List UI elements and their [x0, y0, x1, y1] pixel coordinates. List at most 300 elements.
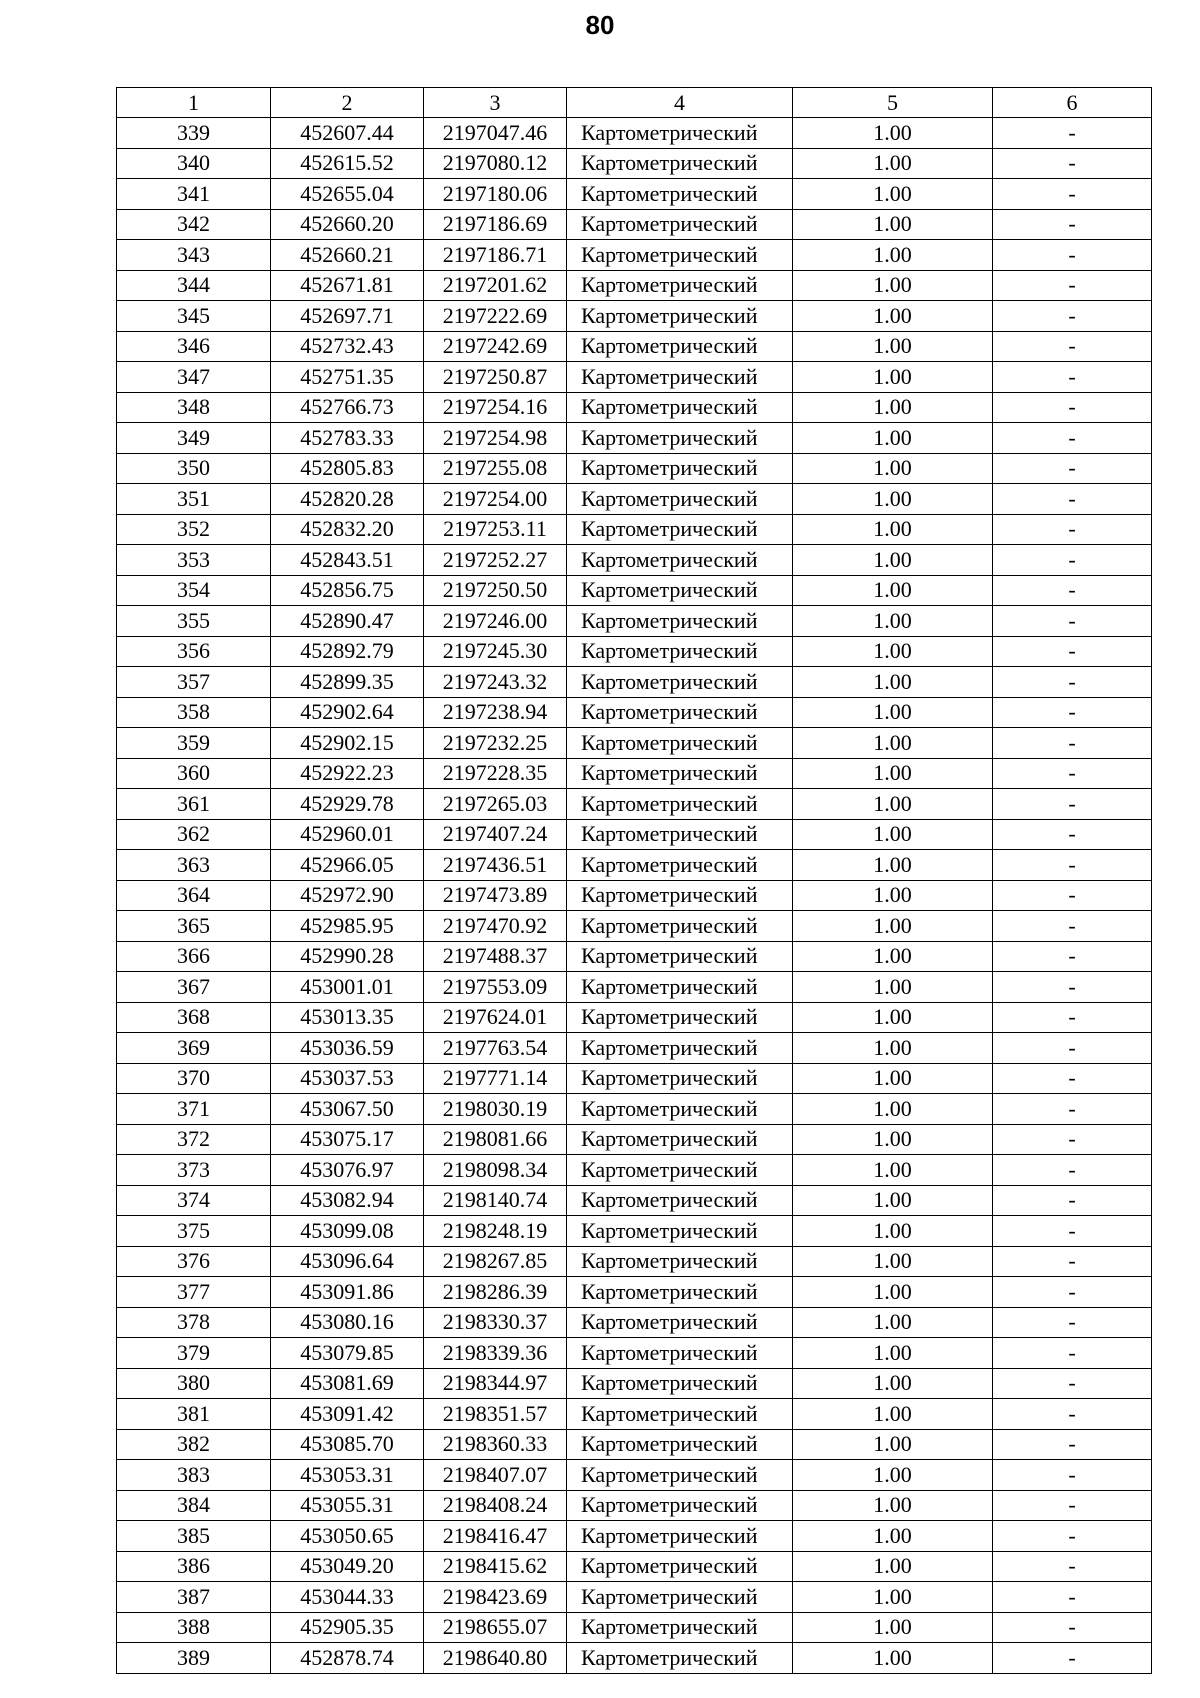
point-number-cell: 360 — [117, 758, 271, 789]
x-coordinate-cell: 452990.28 — [271, 941, 424, 972]
accuracy-cell: 1.00 — [793, 484, 993, 515]
x-coordinate-cell: 452660.21 — [271, 240, 424, 271]
accuracy-cell: 1.00 — [793, 636, 993, 667]
accuracy-cell: 1.00 — [793, 1124, 993, 1155]
accuracy-cell: 1.00 — [793, 1399, 993, 1430]
note-cell: - — [993, 270, 1152, 301]
table-row — [117, 1551, 1152, 1582]
table-row — [117, 484, 1152, 515]
note-cell: - — [993, 1124, 1152, 1155]
y-coordinate-cell: 2197265.03 — [424, 789, 567, 820]
x-coordinate-cell: 453067.50 — [271, 1094, 424, 1125]
table-row — [117, 209, 1152, 240]
y-coordinate-cell: 2198267.85 — [424, 1246, 567, 1277]
point-number-cell: 364 — [117, 880, 271, 911]
method-cell: Картометрический — [567, 270, 793, 301]
table-row — [117, 1612, 1152, 1643]
note-cell: - — [993, 423, 1152, 454]
table-row — [117, 1063, 1152, 1094]
y-coordinate-cell: 2197254.00 — [424, 484, 567, 515]
note-cell: - — [993, 1185, 1152, 1216]
x-coordinate-cell: 452660.20 — [271, 209, 424, 240]
y-coordinate-cell: 2197252.27 — [424, 545, 567, 576]
column-header-6: 6 — [993, 88, 1152, 118]
method-cell: Картометрический — [567, 1399, 793, 1430]
coordinates-table — [116, 87, 1152, 1674]
point-number-cell: 388 — [117, 1612, 271, 1643]
note-cell: - — [993, 301, 1152, 332]
point-number-cell: 359 — [117, 728, 271, 759]
x-coordinate-cell: 453075.17 — [271, 1124, 424, 1155]
note-cell: - — [993, 1582, 1152, 1613]
point-number-cell: 348 — [117, 392, 271, 423]
accuracy-cell: 1.00 — [793, 514, 993, 545]
accuracy-cell: 1.00 — [793, 1155, 993, 1186]
accuracy-cell: 1.00 — [793, 575, 993, 606]
point-number-cell: 384 — [117, 1490, 271, 1521]
accuracy-cell: 1.00 — [793, 453, 993, 484]
method-cell: Картометрический — [567, 1460, 793, 1491]
accuracy-cell: 1.00 — [793, 972, 993, 1003]
point-number-cell: 346 — [117, 331, 271, 362]
method-cell: Картометрический — [567, 1368, 793, 1399]
y-coordinate-cell: 2198098.34 — [424, 1155, 567, 1186]
y-coordinate-cell: 2197763.54 — [424, 1033, 567, 1064]
note-cell: - — [993, 148, 1152, 179]
accuracy-cell: 1.00 — [793, 1582, 993, 1613]
accuracy-cell: 1.00 — [793, 728, 993, 759]
point-number-cell: 351 — [117, 484, 271, 515]
table-row — [117, 179, 1152, 210]
accuracy-cell: 1.00 — [793, 667, 993, 698]
x-coordinate-cell: 453044.33 — [271, 1582, 424, 1613]
x-coordinate-cell: 453082.94 — [271, 1185, 424, 1216]
table-row — [117, 941, 1152, 972]
note-cell: - — [993, 1216, 1152, 1247]
y-coordinate-cell: 2197232.25 — [424, 728, 567, 759]
table-row — [117, 240, 1152, 271]
accuracy-cell: 1.00 — [793, 331, 993, 362]
accuracy-cell: 1.00 — [793, 1460, 993, 1491]
table-row — [117, 758, 1152, 789]
table-row — [117, 911, 1152, 942]
note-cell: - — [993, 1002, 1152, 1033]
y-coordinate-cell: 2197254.98 — [424, 423, 567, 454]
x-coordinate-cell: 453079.85 — [271, 1338, 424, 1369]
method-cell: Картометрический — [567, 1490, 793, 1521]
table-row — [117, 606, 1152, 637]
point-number-cell: 387 — [117, 1582, 271, 1613]
x-coordinate-cell: 452892.79 — [271, 636, 424, 667]
y-coordinate-cell: 2197473.89 — [424, 880, 567, 911]
method-cell: Картометрический — [567, 1429, 793, 1460]
table-row — [117, 1124, 1152, 1155]
table-row — [117, 728, 1152, 759]
x-coordinate-cell: 452732.43 — [271, 331, 424, 362]
table-row — [117, 1307, 1152, 1338]
method-cell: Картометрический — [567, 1002, 793, 1033]
note-cell: - — [993, 1460, 1152, 1491]
point-number-cell: 354 — [117, 575, 271, 606]
method-cell: Картометрический — [567, 1338, 793, 1369]
note-cell: - — [993, 453, 1152, 484]
table-row — [117, 1490, 1152, 1521]
note-cell: - — [993, 514, 1152, 545]
method-cell: Картометрический — [567, 606, 793, 637]
accuracy-cell: 1.00 — [793, 362, 993, 393]
table-row — [117, 1643, 1152, 1674]
note-cell: - — [993, 179, 1152, 210]
table-row — [117, 270, 1152, 301]
y-coordinate-cell: 2197553.09 — [424, 972, 567, 1003]
table-row — [117, 1460, 1152, 1491]
table-row — [117, 514, 1152, 545]
x-coordinate-cell: 453049.20 — [271, 1551, 424, 1582]
point-number-cell: 370 — [117, 1063, 271, 1094]
point-number-cell: 362 — [117, 819, 271, 850]
y-coordinate-cell: 2198655.07 — [424, 1612, 567, 1643]
method-cell: Картометрический — [567, 1063, 793, 1094]
point-number-cell: 358 — [117, 697, 271, 728]
y-coordinate-cell: 2197407.24 — [424, 819, 567, 850]
accuracy-cell: 1.00 — [793, 118, 993, 149]
x-coordinate-cell: 453050.65 — [271, 1521, 424, 1552]
table-row — [117, 636, 1152, 667]
point-number-cell: 349 — [117, 423, 271, 454]
note-cell: - — [993, 1551, 1152, 1582]
point-number-cell: 379 — [117, 1338, 271, 1369]
point-number-cell: 372 — [117, 1124, 271, 1155]
y-coordinate-cell: 2198415.62 — [424, 1551, 567, 1582]
y-coordinate-cell: 2197436.51 — [424, 850, 567, 881]
accuracy-cell: 1.00 — [793, 1033, 993, 1064]
note-cell: - — [993, 118, 1152, 149]
table-row — [117, 1094, 1152, 1125]
point-number-cell: 374 — [117, 1185, 271, 1216]
method-cell: Картометрический — [567, 1643, 793, 1674]
y-coordinate-cell: 2197255.08 — [424, 453, 567, 484]
method-cell: Картометрический — [567, 301, 793, 332]
y-coordinate-cell: 2197243.32 — [424, 667, 567, 698]
note-cell: - — [993, 789, 1152, 820]
method-cell: Картометрический — [567, 392, 793, 423]
note-cell: - — [993, 758, 1152, 789]
method-cell: Картометрический — [567, 758, 793, 789]
x-coordinate-cell: 453091.86 — [271, 1277, 424, 1308]
point-number-cell: 369 — [117, 1033, 271, 1064]
y-coordinate-cell: 2197470.92 — [424, 911, 567, 942]
y-coordinate-cell: 2197488.37 — [424, 941, 567, 972]
column-header-3: 3 — [424, 88, 567, 118]
accuracy-cell: 1.00 — [793, 819, 993, 850]
note-cell: - — [993, 728, 1152, 759]
table-row — [117, 453, 1152, 484]
note-cell: - — [993, 1246, 1152, 1277]
point-number-cell: 376 — [117, 1246, 271, 1277]
point-number-cell: 386 — [117, 1551, 271, 1582]
accuracy-cell: 1.00 — [793, 758, 993, 789]
accuracy-cell: 1.00 — [793, 1185, 993, 1216]
y-coordinate-cell: 2197246.00 — [424, 606, 567, 637]
table-row — [117, 880, 1152, 911]
x-coordinate-cell: 452972.90 — [271, 880, 424, 911]
x-coordinate-cell: 452832.20 — [271, 514, 424, 545]
table-row — [117, 1399, 1152, 1430]
x-coordinate-cell: 453013.35 — [271, 1002, 424, 1033]
x-coordinate-cell: 452843.51 — [271, 545, 424, 576]
note-cell: - — [993, 850, 1152, 881]
method-cell: Картометрический — [567, 179, 793, 210]
method-cell: Картометрический — [567, 1094, 793, 1125]
point-number-cell: 368 — [117, 1002, 271, 1033]
y-coordinate-cell: 2198081.66 — [424, 1124, 567, 1155]
note-cell: - — [993, 1033, 1152, 1064]
accuracy-cell: 1.00 — [793, 1429, 993, 1460]
method-cell: Картометрический — [567, 1124, 793, 1155]
note-cell: - — [993, 1155, 1152, 1186]
y-coordinate-cell: 2198407.07 — [424, 1460, 567, 1491]
x-coordinate-cell: 452697.71 — [271, 301, 424, 332]
method-cell: Картометрический — [567, 1551, 793, 1582]
y-coordinate-cell: 2198360.33 — [424, 1429, 567, 1460]
y-coordinate-cell: 2197250.50 — [424, 575, 567, 606]
table-row — [117, 1246, 1152, 1277]
point-number-cell: 367 — [117, 972, 271, 1003]
point-number-cell: 383 — [117, 1460, 271, 1491]
table-row — [117, 697, 1152, 728]
accuracy-cell: 1.00 — [793, 1277, 993, 1308]
point-number-cell: 357 — [117, 667, 271, 698]
x-coordinate-cell: 452902.64 — [271, 697, 424, 728]
note-cell: - — [993, 911, 1152, 942]
y-coordinate-cell: 2198030.19 — [424, 1094, 567, 1125]
accuracy-cell: 1.00 — [793, 545, 993, 576]
column-header-2: 2 — [271, 88, 424, 118]
point-number-cell: 355 — [117, 606, 271, 637]
y-coordinate-cell: 2198423.69 — [424, 1582, 567, 1613]
accuracy-cell: 1.00 — [793, 1643, 993, 1674]
point-number-cell: 371 — [117, 1094, 271, 1125]
method-cell: Картометрический — [567, 453, 793, 484]
method-cell: Картометрический — [567, 423, 793, 454]
table-row — [117, 148, 1152, 179]
table-row — [117, 301, 1152, 332]
accuracy-cell: 1.00 — [793, 301, 993, 332]
note-cell: - — [993, 209, 1152, 240]
point-number-cell: 363 — [117, 850, 271, 881]
x-coordinate-cell: 452783.33 — [271, 423, 424, 454]
accuracy-cell: 1.00 — [793, 209, 993, 240]
note-cell: - — [993, 1307, 1152, 1338]
table-row — [117, 850, 1152, 881]
y-coordinate-cell: 2197201.62 — [424, 270, 567, 301]
y-coordinate-cell: 2197222.69 — [424, 301, 567, 332]
table-row — [117, 1185, 1152, 1216]
table-row — [117, 667, 1152, 698]
note-cell: - — [993, 941, 1152, 972]
table-row — [117, 819, 1152, 850]
point-number-cell: 345 — [117, 301, 271, 332]
accuracy-cell: 1.00 — [793, 240, 993, 271]
table-row — [117, 362, 1152, 393]
point-number-cell: 378 — [117, 1307, 271, 1338]
y-coordinate-cell: 2197180.06 — [424, 179, 567, 210]
table-row — [117, 545, 1152, 576]
table-row — [117, 1429, 1152, 1460]
y-coordinate-cell: 2198640.80 — [424, 1643, 567, 1674]
note-cell: - — [993, 240, 1152, 271]
accuracy-cell: 1.00 — [793, 1368, 993, 1399]
table-row — [117, 118, 1152, 149]
point-number-cell: 377 — [117, 1277, 271, 1308]
point-number-cell: 353 — [117, 545, 271, 576]
table-row — [117, 1033, 1152, 1064]
table-row — [117, 1277, 1152, 1308]
method-cell: Картометрический — [567, 1033, 793, 1064]
x-coordinate-cell: 452655.04 — [271, 179, 424, 210]
note-cell: - — [993, 484, 1152, 515]
y-coordinate-cell: 2198330.37 — [424, 1307, 567, 1338]
method-cell: Картометрический — [567, 1185, 793, 1216]
y-coordinate-cell: 2197242.69 — [424, 331, 567, 362]
point-number-cell: 344 — [117, 270, 271, 301]
note-cell: - — [993, 331, 1152, 362]
x-coordinate-cell: 452902.15 — [271, 728, 424, 759]
x-coordinate-cell: 453037.53 — [271, 1063, 424, 1094]
method-cell: Картометрический — [567, 850, 793, 881]
note-cell: - — [993, 1338, 1152, 1369]
point-number-cell: 373 — [117, 1155, 271, 1186]
table-row — [117, 1582, 1152, 1613]
accuracy-cell: 1.00 — [793, 911, 993, 942]
note-cell: - — [993, 636, 1152, 667]
accuracy-cell: 1.00 — [793, 850, 993, 881]
method-cell: Картометрический — [567, 209, 793, 240]
accuracy-cell: 1.00 — [793, 179, 993, 210]
method-cell: Картометрический — [567, 1277, 793, 1308]
x-coordinate-cell: 452966.05 — [271, 850, 424, 881]
table-row — [117, 1002, 1152, 1033]
accuracy-cell: 1.00 — [793, 148, 993, 179]
y-coordinate-cell: 2198408.24 — [424, 1490, 567, 1521]
note-cell: - — [993, 1490, 1152, 1521]
header-row — [117, 88, 1152, 118]
method-cell: Картометрический — [567, 1246, 793, 1277]
point-number-cell: 342 — [117, 209, 271, 240]
note-cell: - — [993, 545, 1152, 576]
point-number-cell: 375 — [117, 1216, 271, 1247]
method-cell: Картометрический — [567, 941, 793, 972]
method-cell: Картометрический — [567, 819, 793, 850]
method-cell: Картометрический — [567, 1307, 793, 1338]
x-coordinate-cell: 452671.81 — [271, 270, 424, 301]
method-cell: Картометрический — [567, 118, 793, 149]
note-cell: - — [993, 1429, 1152, 1460]
x-coordinate-cell: 452751.35 — [271, 362, 424, 393]
method-cell: Картометрический — [567, 728, 793, 759]
x-coordinate-cell: 453091.42 — [271, 1399, 424, 1430]
y-coordinate-cell: 2198344.97 — [424, 1368, 567, 1399]
x-coordinate-cell: 453080.16 — [271, 1307, 424, 1338]
accuracy-cell: 1.00 — [793, 1063, 993, 1094]
accuracy-cell: 1.00 — [793, 1490, 993, 1521]
y-coordinate-cell: 2198416.47 — [424, 1521, 567, 1552]
y-coordinate-cell: 2197245.30 — [424, 636, 567, 667]
note-cell: - — [993, 1521, 1152, 1552]
accuracy-cell: 1.00 — [793, 880, 993, 911]
y-coordinate-cell: 2197253.11 — [424, 514, 567, 545]
note-cell: - — [993, 1643, 1152, 1674]
point-number-cell: 356 — [117, 636, 271, 667]
accuracy-cell: 1.00 — [793, 1338, 993, 1369]
method-cell: Картометрический — [567, 667, 793, 698]
note-cell: - — [993, 1094, 1152, 1125]
point-number-cell: 350 — [117, 453, 271, 484]
method-cell: Картометрический — [567, 880, 793, 911]
x-coordinate-cell: 453076.97 — [271, 1155, 424, 1186]
column-header-5: 5 — [793, 88, 993, 118]
note-cell: - — [993, 1063, 1152, 1094]
x-coordinate-cell: 452899.35 — [271, 667, 424, 698]
table-header — [117, 88, 1152, 118]
y-coordinate-cell: 2197186.69 — [424, 209, 567, 240]
point-number-cell: 366 — [117, 941, 271, 972]
y-coordinate-cell: 2198248.19 — [424, 1216, 567, 1247]
table-row — [117, 423, 1152, 454]
x-coordinate-cell: 452856.75 — [271, 575, 424, 606]
x-coordinate-cell: 452929.78 — [271, 789, 424, 820]
accuracy-cell: 1.00 — [793, 1216, 993, 1247]
y-coordinate-cell: 2197254.16 — [424, 392, 567, 423]
x-coordinate-cell: 453055.31 — [271, 1490, 424, 1521]
note-cell: - — [993, 575, 1152, 606]
method-cell: Картометрический — [567, 362, 793, 393]
method-cell: Картометрический — [567, 1582, 793, 1613]
method-cell: Картометрический — [567, 911, 793, 942]
note-cell: - — [993, 972, 1152, 1003]
table-row — [117, 392, 1152, 423]
x-coordinate-cell: 453001.01 — [271, 972, 424, 1003]
x-coordinate-cell: 452615.52 — [271, 148, 424, 179]
y-coordinate-cell: 2197624.01 — [424, 1002, 567, 1033]
point-number-cell: 361 — [117, 789, 271, 820]
accuracy-cell: 1.00 — [793, 606, 993, 637]
y-coordinate-cell: 2197080.12 — [424, 148, 567, 179]
y-coordinate-cell: 2197047.46 — [424, 118, 567, 149]
y-coordinate-cell: 2197238.94 — [424, 697, 567, 728]
x-coordinate-cell: 452878.74 — [271, 1643, 424, 1674]
y-coordinate-cell: 2197771.14 — [424, 1063, 567, 1094]
method-cell: Картометрический — [567, 972, 793, 1003]
method-cell: Картометрический — [567, 789, 793, 820]
accuracy-cell: 1.00 — [793, 423, 993, 454]
method-cell: Картометрический — [567, 636, 793, 667]
accuracy-cell: 1.00 — [793, 697, 993, 728]
point-number-cell: 389 — [117, 1643, 271, 1674]
accuracy-cell: 1.00 — [793, 1521, 993, 1552]
point-number-cell: 385 — [117, 1521, 271, 1552]
y-coordinate-cell: 2198351.57 — [424, 1399, 567, 1430]
accuracy-cell: 1.00 — [793, 941, 993, 972]
table-row — [117, 972, 1152, 1003]
column-header-4: 4 — [567, 88, 793, 118]
table-row — [117, 1338, 1152, 1369]
accuracy-cell: 1.00 — [793, 1246, 993, 1277]
method-cell: Картометрический — [567, 331, 793, 362]
x-coordinate-cell: 452922.23 — [271, 758, 424, 789]
table-row — [117, 575, 1152, 606]
method-cell: Картометрический — [567, 240, 793, 271]
